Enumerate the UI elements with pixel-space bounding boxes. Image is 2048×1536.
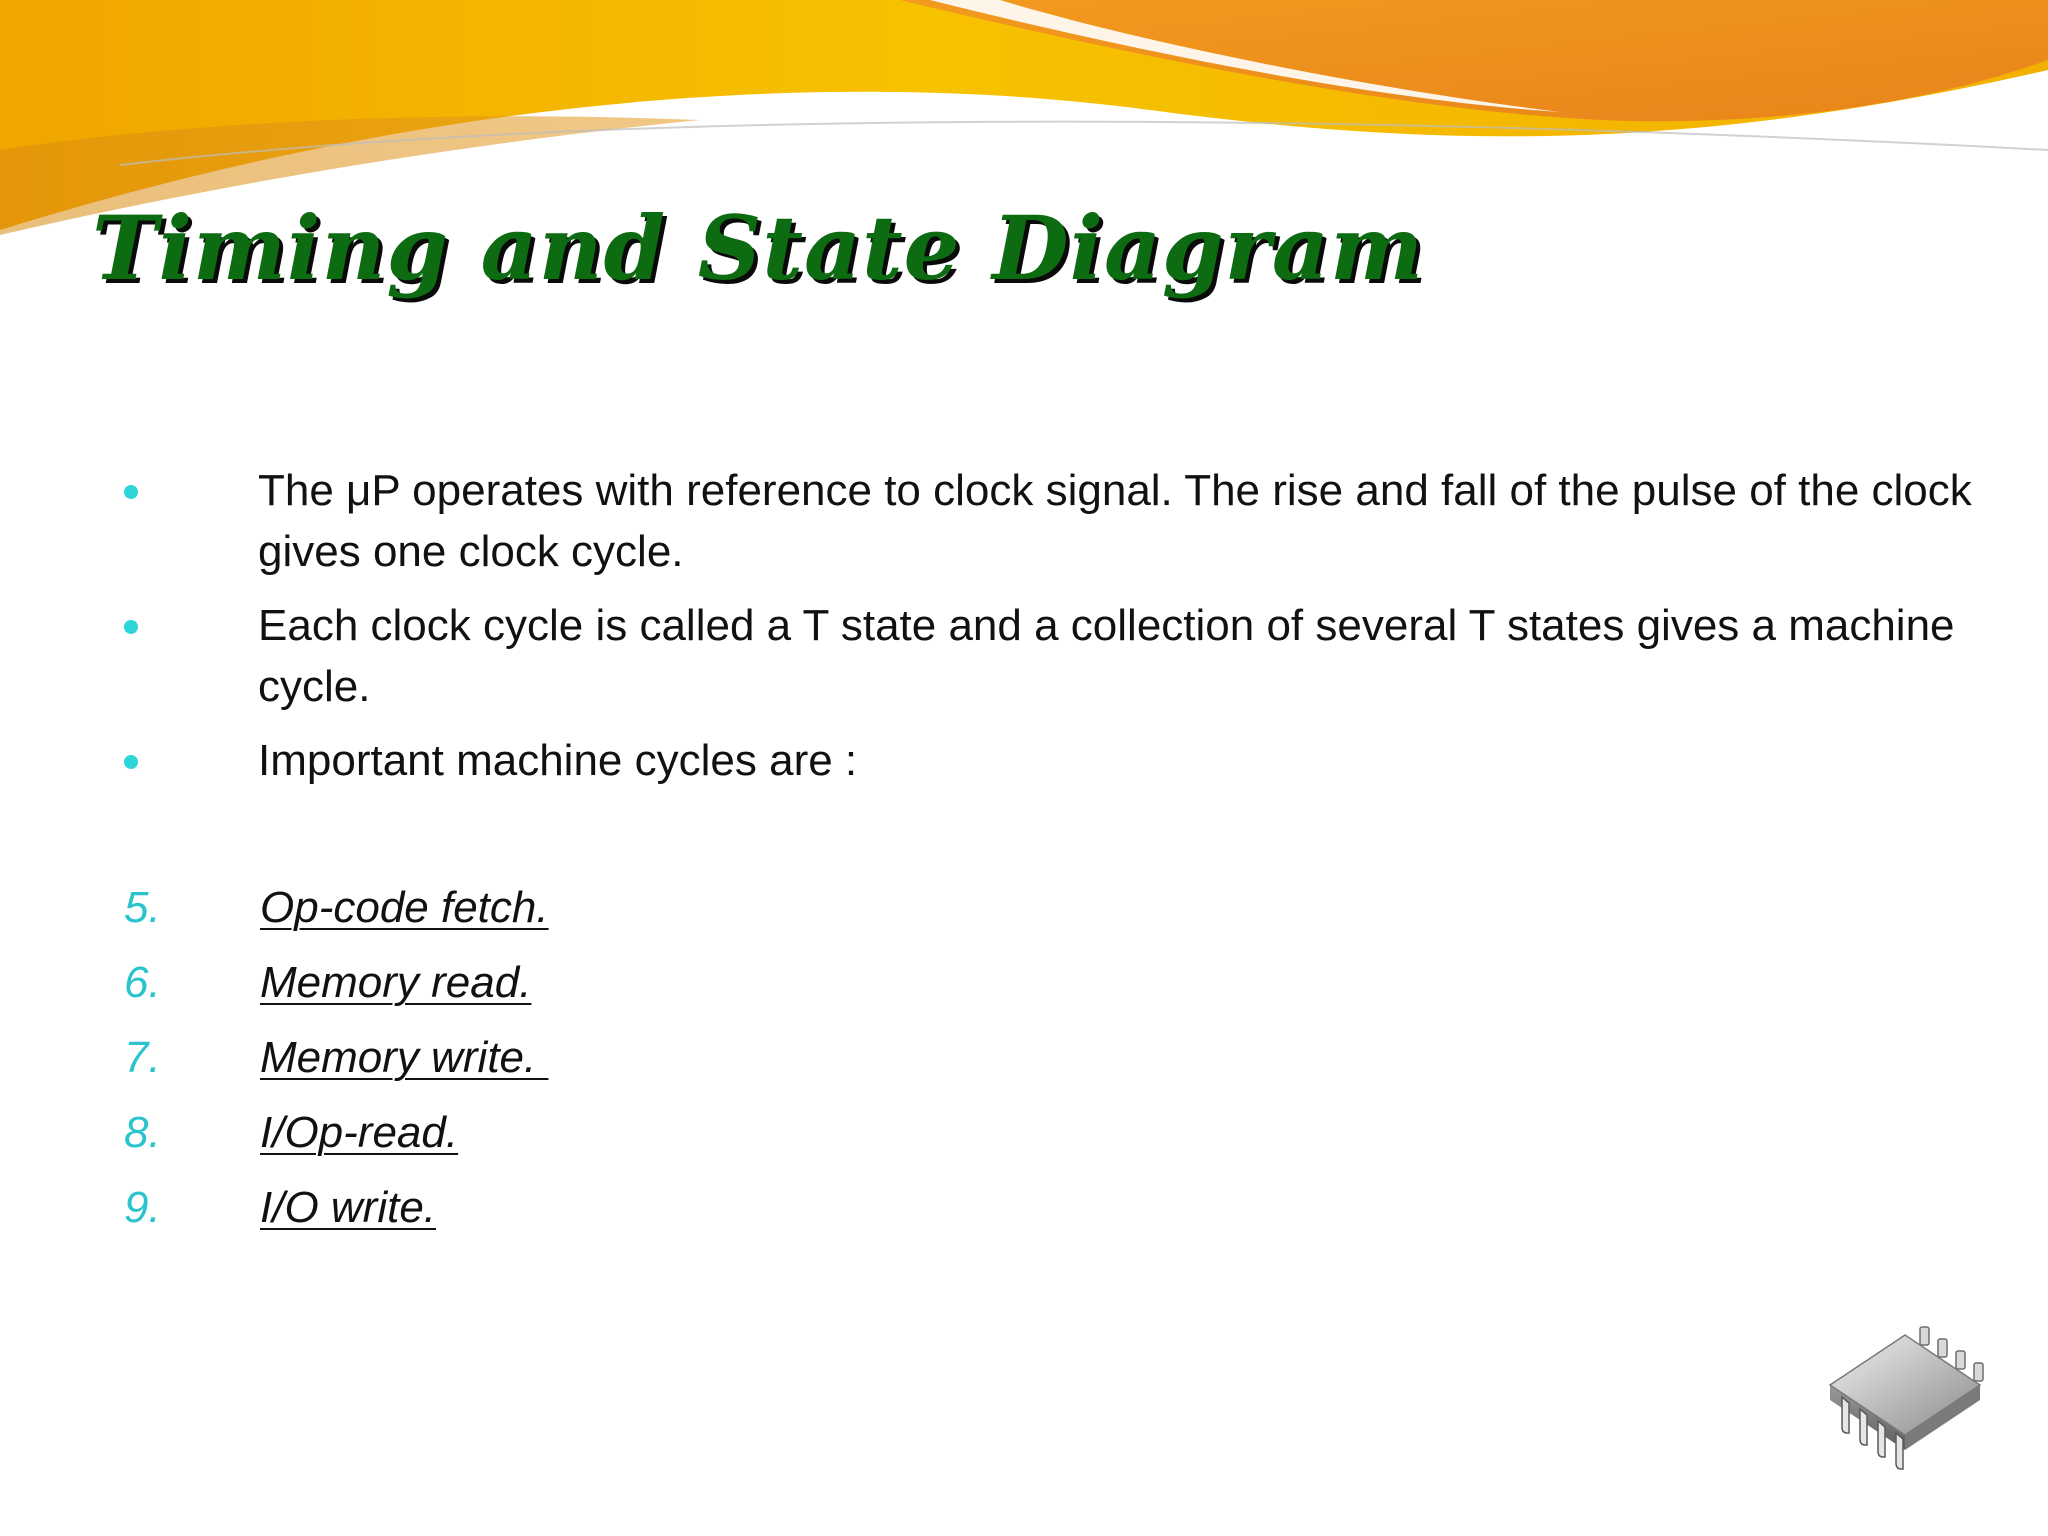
item-link[interactable]: Memory write. <box>260 1033 549 1082</box>
item-link[interactable]: Op-code fetch. <box>260 883 549 932</box>
item-number: 6. <box>124 958 161 1007</box>
item-number: 9. <box>124 1183 161 1232</box>
bullet-text: The μP operates with reference to clock signal. The rise and fall of the pulse of the clock gives one clock cycle. <box>258 466 1972 576</box>
bullet-dot-icon <box>124 485 138 499</box>
bullet-text: Each clock cycle is called a T state and a collection of several T states gives a machine cycle. <box>258 601 1955 711</box>
item-link[interactable]: I/O write. <box>260 1183 437 1232</box>
numbered-item <box>0 1103 2048 1163</box>
item-link[interactable]: Memory read. <box>260 958 532 1007</box>
bullet-text: Important machine cycles are : <box>258 736 858 785</box>
numbered-item <box>0 1028 2048 1088</box>
item-number: 7. <box>124 1033 161 1082</box>
bullet-dot-icon <box>124 620 138 634</box>
bullet-dot-icon <box>124 755 138 769</box>
item-link[interactable]: I/Op-read. <box>260 1108 459 1157</box>
item-number: 5. <box>124 883 161 932</box>
item-number: 8. <box>124 1108 161 1157</box>
microchip-icon <box>1820 1325 1990 1475</box>
numbered-item <box>0 953 2048 1013</box>
numbered-item <box>0 878 2048 938</box>
slide-title: Timing and State Diagram <box>92 196 1425 300</box>
numbered-item <box>0 1178 2048 1238</box>
